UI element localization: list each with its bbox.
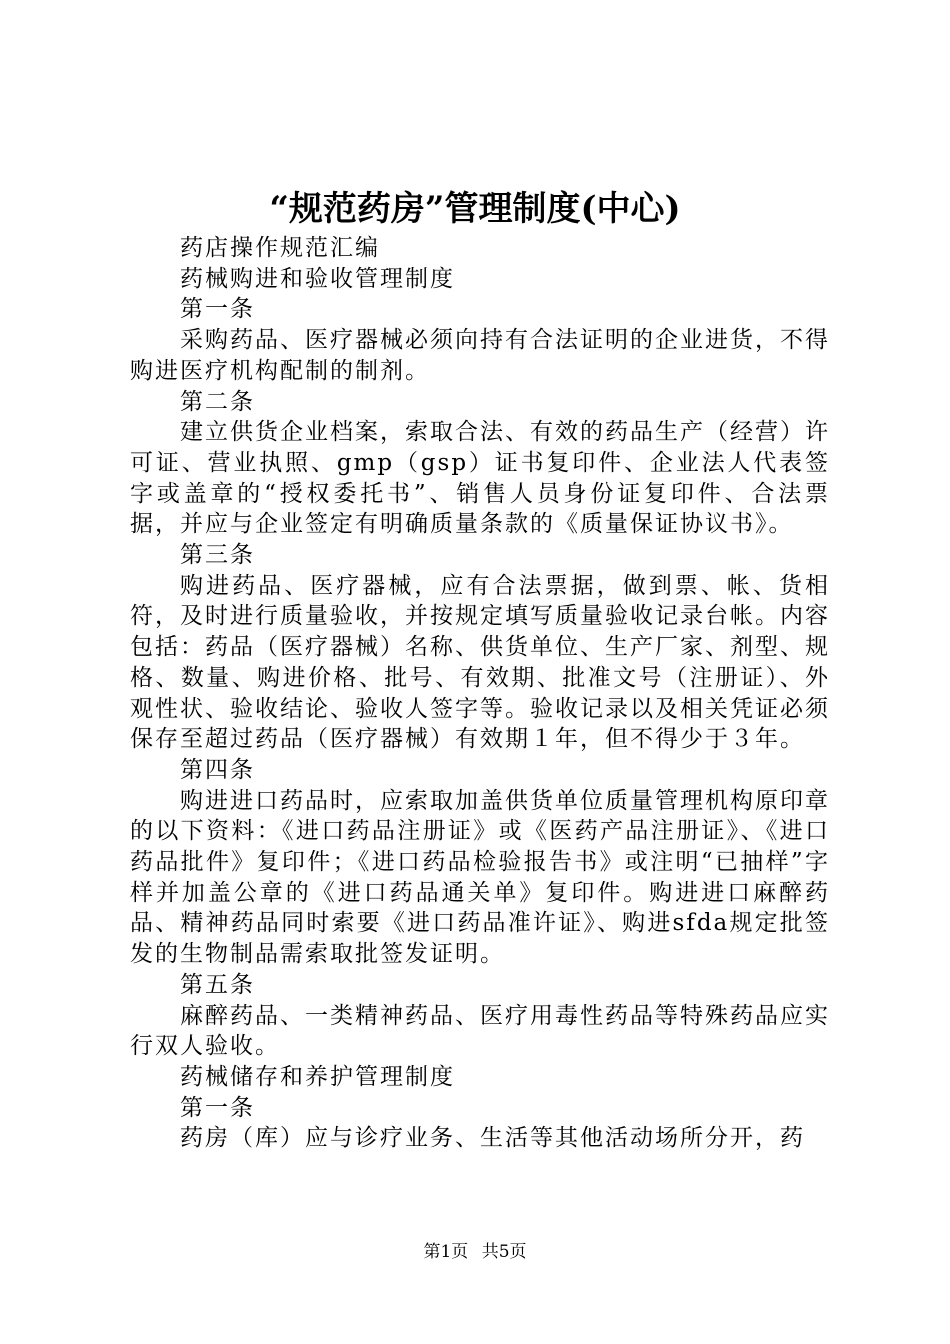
article-heading: 第一条 <box>180 1094 255 1121</box>
article-heading: 第一条 <box>180 296 255 323</box>
article-text: 麻醉药品、一类精神药品、医疗用毒性药品等特殊药品应实行双人验收。 <box>130 1002 830 1060</box>
page-footer <box>0 1240 950 1264</box>
article-heading: 第五条 <box>180 971 255 998</box>
article-text: 药房（库）应与诊疗业务、生活等其他活动场所分开，药 <box>180 1125 805 1152</box>
article-text: 采购药品、医疗器械必须向持有合法证明的企业进货，不得购进医疗机构配制的制剂。 <box>130 327 830 384</box>
paragraph-compilation-title: 药店操作规范汇编 <box>180 235 380 261</box>
section-heading-purchase: 药械购进和验收管理制度 <box>180 265 455 292</box>
article-text: 建立供货企业档案，索取合法、有效的药品生产（经营）许可证、营业执照、gmp（gsp）证书复印件、企业法人代表签字或盖章的“授权委托书”、销售人员身份证复印件、合法票据，并应与企业签定有明确质量条款的《质量保证协议书》。 <box>130 419 830 538</box>
page-total: 共5页 <box>481 1242 527 1262</box>
article-text: 购进药品、医疗器械，应有合法票据，做到票、帐、货相符，及时进行质量验收，并按规定填写质量验收记录台帐。内容包括：药品（医疗器械）名称、供货单位、生产厂家、剂型、规格、数量、购进价格、批号、有效期、批准文号（注册证）、外观性状、验收结论、验收人签字等。验收记录以及相关凭证必须保存至超过药品（医疗器械）有效期１年，但不得少于３年。 <box>130 572 830 753</box>
document-body <box>130 233 830 1154</box>
article-text: 购进进口药品时，应索取加盖供货单位质量管理机构原印章的以下资料：《进口药品注册证》或《医药产品注册证》、《进口药品批件》复印件；《进口药品检验报告书》或注明“已抽样”字样并加盖公章的《进口药品通关单》复印件。购进进口麻醉药品、精神药品同时索要《进口药品准许证》、购进sfda规定批签发的生物制品需索取批签发证明。 <box>130 787 830 968</box>
document-title: “规范药房”管理制度(中心) <box>269 189 681 229</box>
page-number: 第1页 <box>423 1242 469 1262</box>
section-heading-storage: 药械储存和养护管理制度 <box>180 1063 455 1090</box>
article-heading: 第二条 <box>180 388 255 415</box>
article-heading: 第三条 <box>180 542 255 569</box>
article-heading: 第四条 <box>180 756 255 783</box>
